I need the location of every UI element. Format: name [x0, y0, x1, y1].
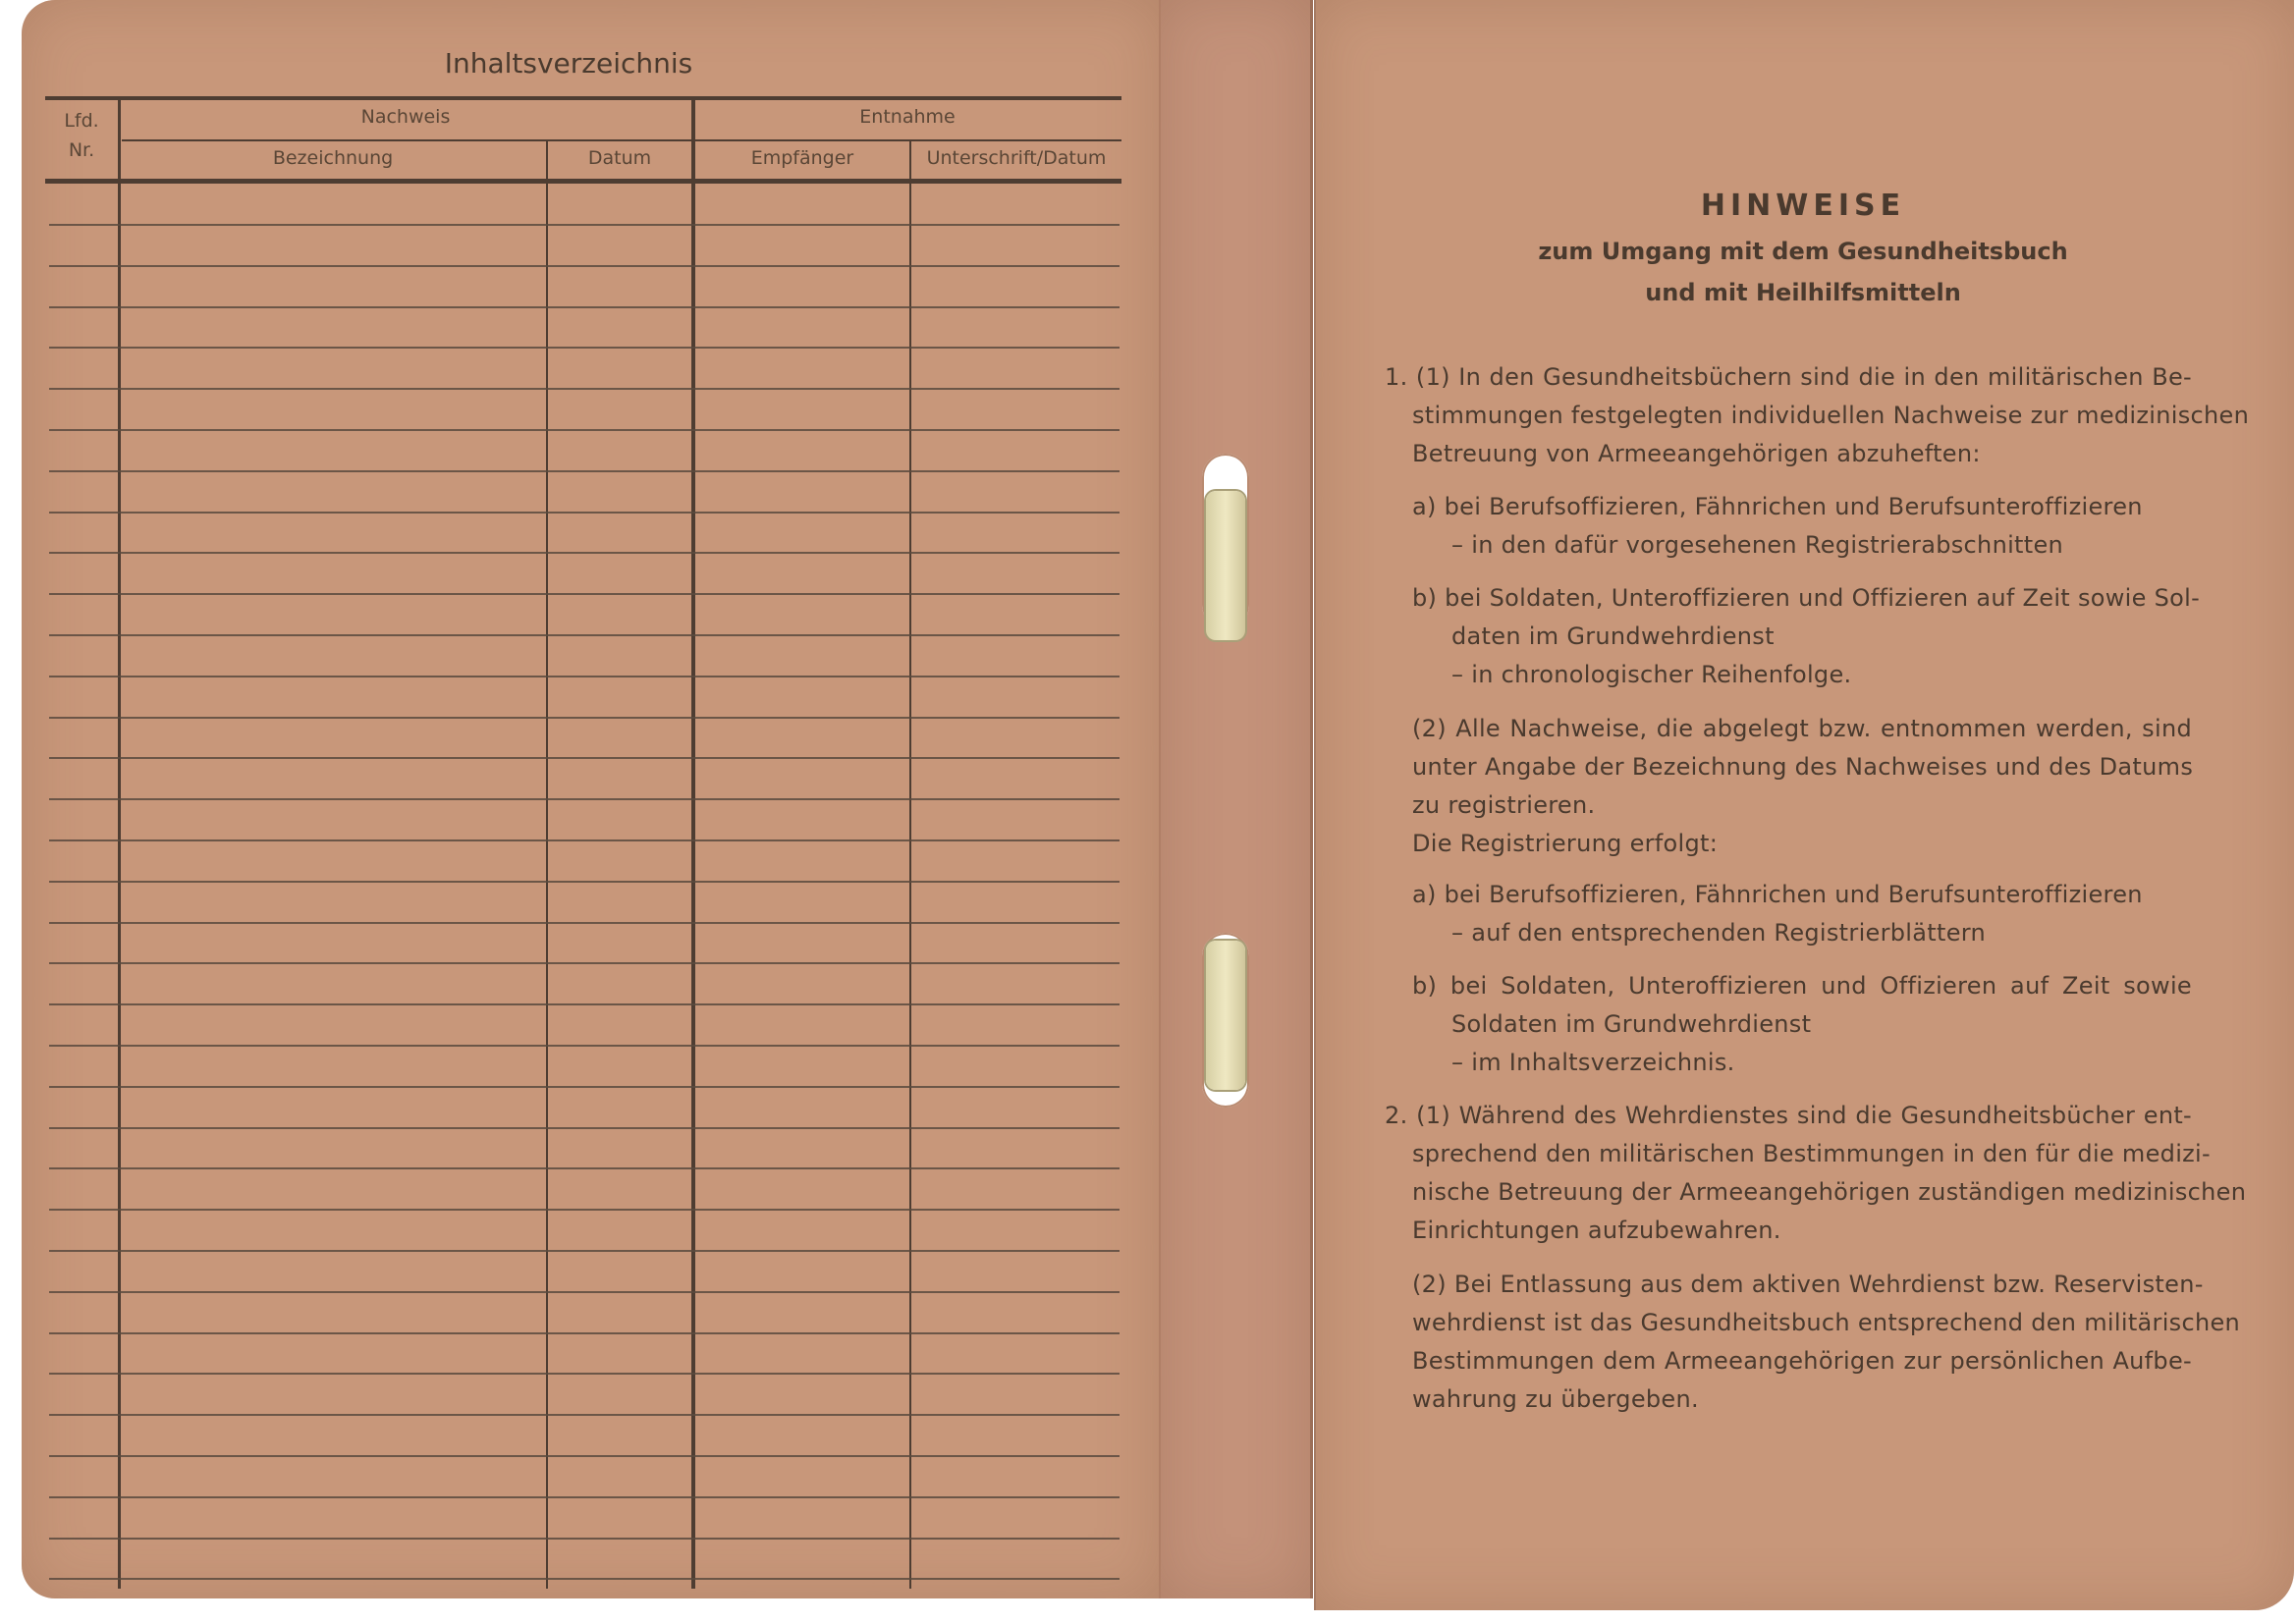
table-row-line — [49, 1496, 1120, 1498]
col-divider-2 — [546, 139, 548, 1589]
text-line: b) bei Soldaten, Unteroffizieren und Offizieren auf Zeit sowie Sol- — [1412, 584, 2201, 612]
table-row-line — [49, 798, 1120, 800]
table-row-line — [49, 757, 1120, 759]
table-row-line — [49, 1332, 1120, 1334]
text-line: wahrung zu übergeben. — [1412, 1385, 1699, 1413]
header-datum: Datum — [587, 147, 652, 169]
table-row-line — [49, 1291, 1120, 1293]
binding-strip — [1159, 0, 1313, 1598]
table-row-line — [49, 881, 1120, 883]
text-line: 1. (1) In den Gesundheitsbüchern sind die in den militärischen Be- — [1385, 363, 2192, 391]
binding-clip-bottom — [1206, 941, 1245, 1090]
hinweise-subheading-2: und mit Heilhilfsmitteln — [1645, 279, 1961, 306]
table-row-line — [49, 1209, 1120, 1211]
text-line: stimmungen festgelegten individuellen Nachweise zur medizinischen — [1412, 402, 2250, 429]
binding-clip-top — [1206, 491, 1245, 640]
table-row-line — [49, 962, 1120, 964]
section-1-item-a — [1412, 488, 2192, 565]
table-row-line — [49, 265, 1120, 267]
table-top-rule — [45, 96, 1121, 100]
text-line: – auf den entsprechenden Registrierblättern — [1451, 919, 1987, 947]
table-row-line — [49, 306, 1120, 308]
text-line: Einrichtungen aufzubewahren. — [1412, 1217, 1781, 1244]
table-row-line — [49, 224, 1120, 226]
col-divider-3 — [691, 98, 695, 1589]
table-row-line — [49, 1167, 1120, 1169]
header-entnahme: Entnahme — [859, 106, 956, 128]
text-line: sprechend den militärischen Bestimmungen in den für die medizi- — [1412, 1140, 2211, 1167]
col-divider-1 — [118, 98, 121, 1589]
section-2-paragraph-2 — [1412, 1266, 2241, 1419]
header-lfd: Lfd. — [64, 110, 99, 132]
table-row-line — [49, 839, 1120, 841]
header-nachweis: Nachweis — [360, 106, 451, 128]
table-row-line — [49, 1373, 1120, 1375]
text-line: – in chronologischer Reihenfolge. — [1451, 661, 1852, 688]
hinweise-subheading-1: zum Umgang mit dem Gesundheitsbuch — [1538, 238, 2068, 265]
table-row-line — [49, 676, 1120, 677]
header-nr: Nr. — [68, 139, 95, 161]
table-row-line — [49, 1250, 1120, 1252]
text-line: 2. (1) Während des Wehrdienstes sind die Gesundheitsbücher ent- — [1385, 1102, 2192, 1129]
text-line: wehrdienst ist das Gesundheitsbuch entsprechend den militärischen — [1412, 1309, 2241, 1336]
text-line: Bestimmungen dem Armeeangehörigen zur persönlichen Aufbe- — [1412, 1347, 2192, 1375]
header-bezeichnung: Bezeichnung — [272, 147, 394, 169]
table-row-line — [49, 1127, 1120, 1129]
text-line: – im Inhaltsverzeichnis. — [1451, 1049, 1735, 1076]
table-row-line — [49, 1045, 1120, 1047]
text-line: a) bei Berufsoffizieren, Fähnrichen und Berufsunteroffizieren — [1412, 881, 2143, 908]
table-row-line — [49, 717, 1120, 719]
hinweise-heading: HINWEISE — [1700, 189, 1906, 223]
table-row-line — [49, 388, 1120, 390]
col-divider-4 — [909, 139, 911, 1589]
header-unterschrift-datum: Unterschrift/Datum — [926, 147, 1107, 169]
table-row-line — [49, 1578, 1120, 1580]
table-row-line — [49, 347, 1120, 349]
text-line: – in den dafür vorgesehenen Registrierabschnitten — [1451, 531, 2064, 559]
table-row-line — [49, 1414, 1120, 1416]
text-line: daten im Grundwehrdienst — [1451, 623, 1775, 650]
section-1-item-b — [1412, 579, 2201, 694]
text-line: (2) Alle Nachweise, die abgelegt bzw. entnommen werden, sind — [1412, 715, 2192, 742]
text-line: (2) Bei Entlassung aus dem aktiven Wehrdienst bzw. Reservisten- — [1412, 1271, 2204, 1298]
table-row-line — [49, 1086, 1120, 1088]
text-line: Soldaten im Grundwehrdienst — [1451, 1010, 1812, 1038]
table-row-line — [49, 1538, 1120, 1540]
table-row-line — [49, 512, 1120, 514]
table-row-line — [49, 552, 1120, 554]
section-1-paragraph-1 — [1385, 358, 2250, 473]
section-1-paragraph-2-item-a — [1412, 876, 2192, 952]
text-line: zu registrieren. — [1412, 791, 1596, 819]
table-row-line — [49, 429, 1120, 431]
table-row-line — [49, 593, 1120, 595]
section-1-paragraph-2 — [1412, 710, 2192, 863]
text-line: unter Angabe der Bezeichnung des Nachweises und des Datums — [1412, 753, 2194, 781]
section-2-paragraph-1 — [1385, 1097, 2247, 1250]
text-line: nische Betreuung der Armeeangehörigen zuständigen medizinischen — [1412, 1178, 2247, 1206]
table-row-line — [49, 634, 1120, 636]
table-row-line — [49, 1003, 1120, 1005]
text-line: a) bei Berufsoffizieren, Fähnrichen und Berufsunteroffizieren — [1412, 493, 2143, 520]
table-row-line — [49, 1455, 1120, 1457]
section-1-paragraph-2-item-b — [1412, 967, 2192, 1082]
text-line: Die Registrierung erfolgt: — [1412, 830, 1719, 857]
table-header-rule — [45, 179, 1121, 184]
table-row-line — [49, 470, 1120, 472]
table-row-line — [49, 922, 1120, 924]
text-line: Betreuung von Armeeangehörigen abzuheften: — [1412, 440, 1981, 467]
header-empfaenger: Empfänger — [750, 147, 854, 169]
index-title: Inhaltsverzeichnis — [444, 47, 693, 80]
table-mid-rule — [122, 139, 1121, 141]
text-line: b) bei Soldaten, Unteroffizieren und Offizieren auf Zeit sowie — [1412, 972, 2192, 1000]
